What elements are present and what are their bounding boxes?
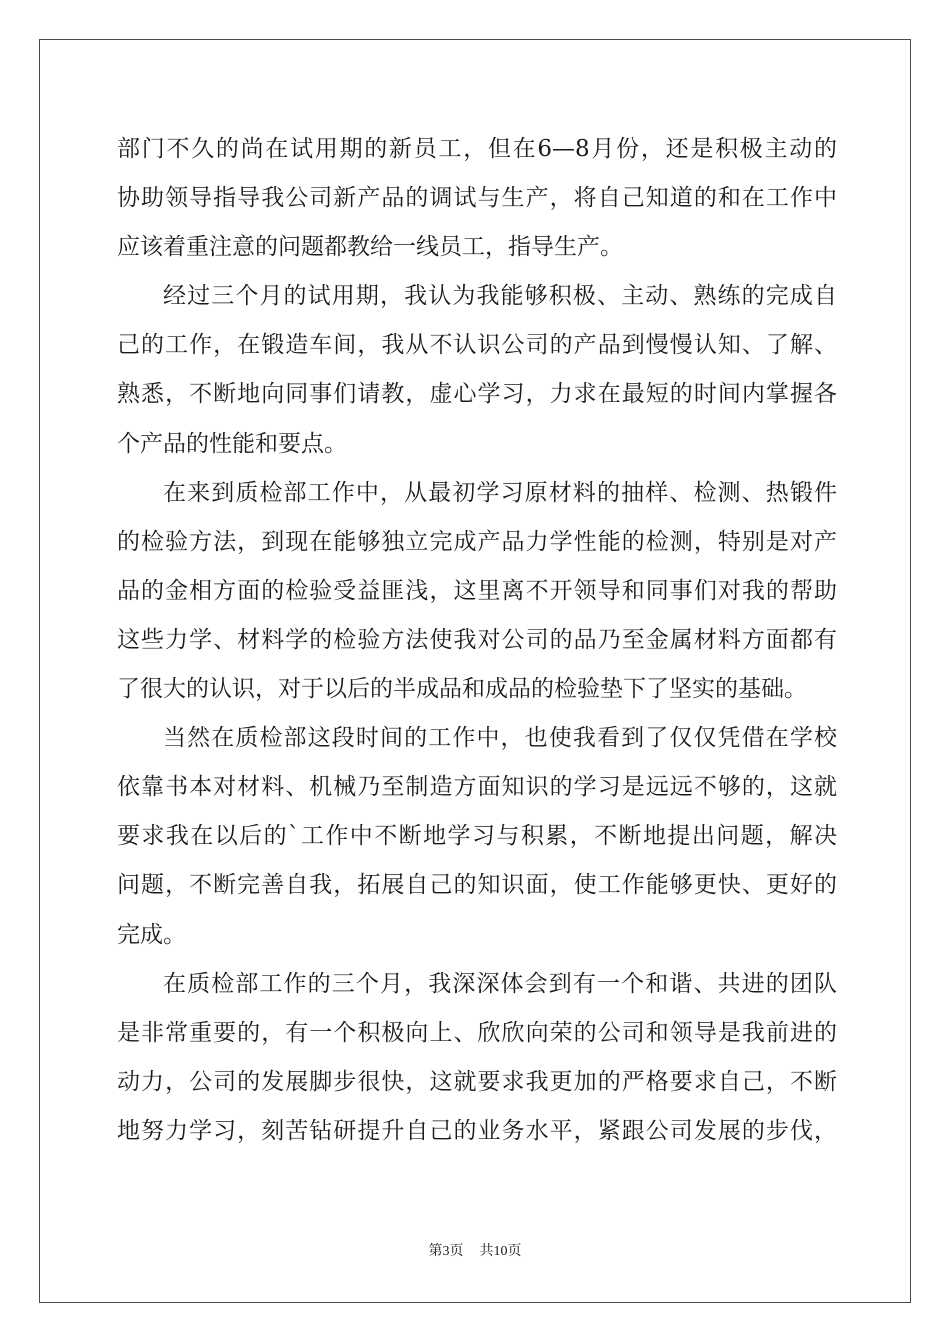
page-footer bbox=[0, 1240, 950, 1260]
text-line: 熟悉，不断地向同事们请教，虚心学习，力求在最短的时间内掌握各 bbox=[117, 381, 837, 408]
text-line: 品的金相方面的检验受益匪浅，这里离不开领导和同事们对我的帮助 bbox=[117, 577, 837, 604]
document-body bbox=[117, 125, 837, 1156]
paragraph-first-line: 当然在质检部这段时间的工作中，也使我看到了仅仅凭借在学校 bbox=[163, 725, 837, 752]
page-number: 第3页 bbox=[428, 1244, 464, 1259]
text-line: 依靠书本对材料、机械乃至制造方面知识的学习是远远不够的，这就 bbox=[117, 774, 837, 801]
text-line: 动力，公司的发展脚步很快，这就要求我更加的严格要求自己，不断 bbox=[117, 1068, 837, 1095]
text-line: 要求我在以后的`工作中不断地学习与积累，不断地提出问题，解决 bbox=[117, 823, 837, 850]
text-line: 了很大的认识，对于以后的半成品和成品的检验垫下了坚实的基础。 bbox=[117, 676, 807, 703]
text-line: 部门不久的尚在试用期的新员工，但在6—8月份，还是积极主动的 bbox=[117, 136, 837, 162]
paragraph-first-line: 在来到质检部工作中，从最初学习原材料的抽样、检测、热锻件 bbox=[163, 479, 837, 506]
text-line: 己的工作，在锻造车间，我从不认识公司的产品到慢慢认知、了解、 bbox=[117, 332, 837, 359]
text-line: 应该着重注意的问题都教给一线员工，指导生产。 bbox=[117, 234, 623, 261]
text-line: 协助领导指导我公司新产品的调试与生产，将自己知道的和在工作中 bbox=[117, 185, 837, 212]
text-line: 的检验方法，到现在能够独立完成产品力学性能的检测，特别是对产 bbox=[117, 528, 837, 555]
text-line: 这些力学、材料学的检验方法使我对公司的品乃至金属材料方面都有 bbox=[117, 626, 837, 653]
page-total: 共10页 bbox=[479, 1244, 522, 1259]
text-line: 是非常重要的，有一个积极向上、欣欣向荣的公司和领导是我前进的 bbox=[117, 1019, 837, 1046]
text-line: 问题，不断完善自我，拓展自己的知识面，使工作能够更快、更好的 bbox=[117, 872, 837, 899]
paragraph-first-line: 经过三个月的试用期，我认为我能够积极、主动、熟练的完成自 bbox=[163, 283, 837, 310]
paragraph-first-line: 在质检部工作的三个月，我深深体会到有一个和谐、共进的团队 bbox=[163, 970, 837, 997]
text-line: 完成。 bbox=[117, 921, 186, 948]
text-line: 地努力学习，刻苦钻研提升自己的业务水平，紧跟公司发展的步伐， bbox=[117, 1117, 837, 1144]
text-line: 个产品的性能和要点。 bbox=[117, 430, 347, 457]
